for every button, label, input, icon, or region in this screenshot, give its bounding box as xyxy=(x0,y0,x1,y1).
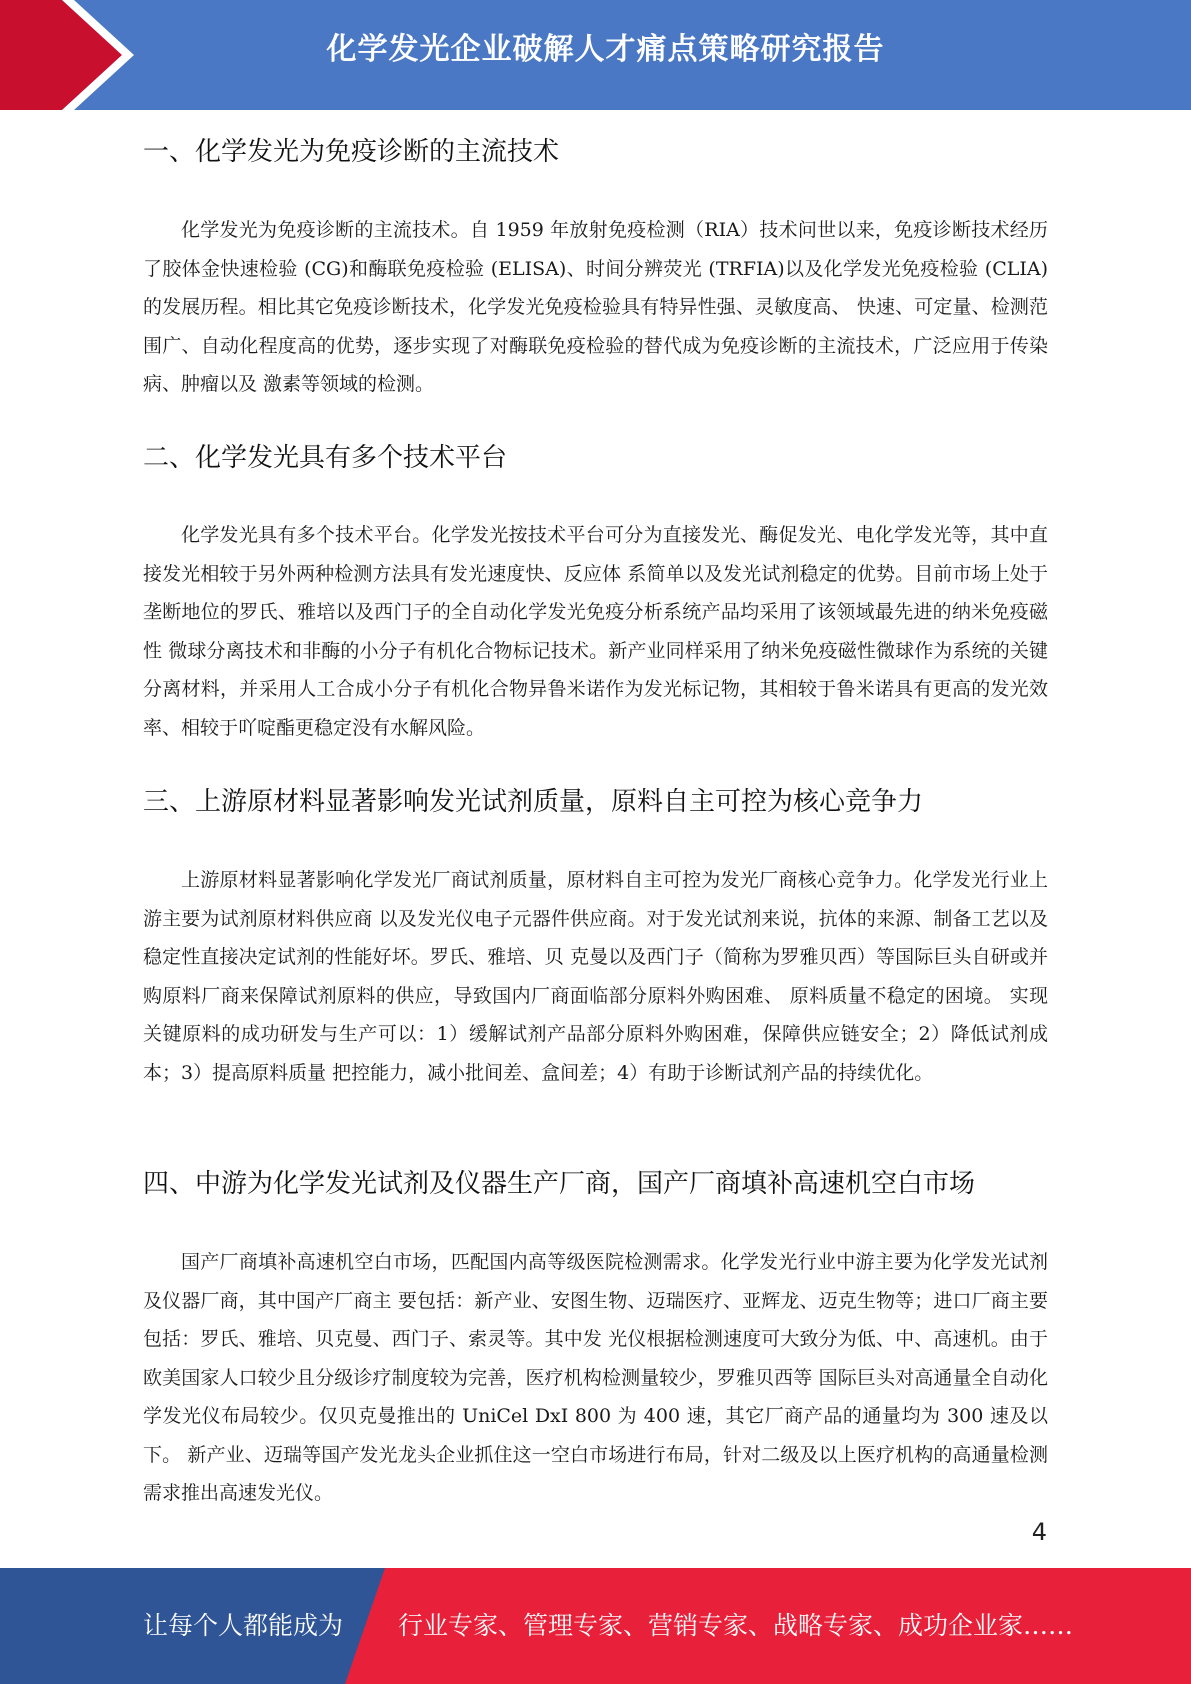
page-number: 4 xyxy=(1031,1518,1047,1546)
footer-slogan-left: 让每个人都能成为 xyxy=(143,1611,344,1640)
section-heading-2: 二、化学发光具有多个技术平台 xyxy=(143,443,508,473)
document-title: 化学发光企业破解人才痛点策略研究报告 xyxy=(326,32,885,67)
footer-slogan-right: 行业专家、管理专家、营销专家、战略专家、成功企业家…… xyxy=(398,1611,1074,1640)
section-heading-4: 四、中游为化学发光试剂及仪器生产厂商，国产厂商填补高速机空白市场 xyxy=(143,1169,976,1199)
header-bar xyxy=(0,0,1191,110)
section-paragraph-3: 上游原材料显著影响化学发光厂商试剂质量，原材料自主可控为发光厂商核心竞争力。化学发光行业上游主要为试剂原材料供应商 以及发光仪电子元器件供应商。对于发光试剂来说，抗体的来源、制备工艺以及稳定性直接决定试剂的性能好坏。罗氏、雅培、贝 克曼以及西门子（简称为罗雅贝西）等国际巨头自研或并购原料厂商来保障试剂原料的供应，导致国内厂商面临部分原料外购困难、 原料质量不稳定的困境。 实现关键原料的成功研发与生产可以：1）缓解试剂产品部分原料外购困难，保障供应链安全；2）降低试剂成本；3）提高原料质量 把控能力，减小批间差、盒间差；4）有助于诊断试剂产品的持续优化。 xyxy=(143,869,1048,1084)
section-heading-3: 三、上游原材料显著影响发光试剂质量，原料自主可控为核心竞争力 xyxy=(143,787,924,817)
section-heading-1: 一、化学发光为免疫诊断的主流技术 xyxy=(143,137,560,167)
section-paragraph-2: 化学发光具有多个技术平台。化学发光按技术平台可分为直接发光、酶促发光、电化学发光等，其中直接发光相较于另外两种检测方法具有发光速度快、反应体 系简单以及发光试剂稳定的优势。目前市场上处于垄断地位的罗氏、雅培以及西门子的全自动化学发光免疫分析系统产品均采用了该领域最先进的纳米免疫磁性 微球分离技术和非酶的小分子有机化合物标记技术。新产业同样采用了纳米免疫磁性微球作为系统的关键分离材料，并采用人工合成小分子有机化合物异鲁米诺作为发光标记物，其相较于鲁米诺具有更高的发光效率、相较于吖啶酯更稳定没有水解风险。 xyxy=(143,524,1048,739)
footer-banner xyxy=(0,1568,1191,1684)
section-paragraph-1: 化学发光为免疫诊断的主流技术。自 1959 年放射免疫检测（RIA）技术问世以来，免疫诊断技术经历了胶体金快速检验 (CG)和酶联免疫检验 (ELISA)、时间分辨荧光 (TRFIA)以及化学发光免疫检验 (CLIA)的发展历程。相比其它免疫诊断技术，化学发光免疫检验具有特异性强、灵敏度高、 快速、可定量、检测范围广、自动化程度高的优势，逐步实现了对酶联免疫检验的替代成为免疫诊断的主流技术，广泛应用于传染病、肿瘤以及 激素等领域的检测。 xyxy=(143,219,1048,395)
section-paragraph-4: 国产厂商填补高速机空白市场，匹配国内高等级医院检测需求。化学发光行业中游主要为化学发光试剂及仪器厂商，其中国产厂商主 要包括：新产业、安图生物、迈瑞医疗、亚辉龙、迈克生物等；进口厂商主要包括：罗氏、雅培、贝克曼、西门子、索灵等。其中发 光仪根据检测速度可大致分为低、中、高速机。由于欧美国家人口较少且分级诊疗制度较为完善，医疗机构检测量较少，罗雅贝西等 国际巨头对高通量全自动化学发光仪布局较少。仅贝克曼推出的 UniCel DxI 800 为 400 速，其它厂商产品的通量均为 300 速及以下。 新产业、迈瑞等国产发光龙头企业抓住这一空白市场进行布局，针对二级及以上医疗机构的高通量检测需求推出高速发光仪。 xyxy=(143,1251,1048,1504)
